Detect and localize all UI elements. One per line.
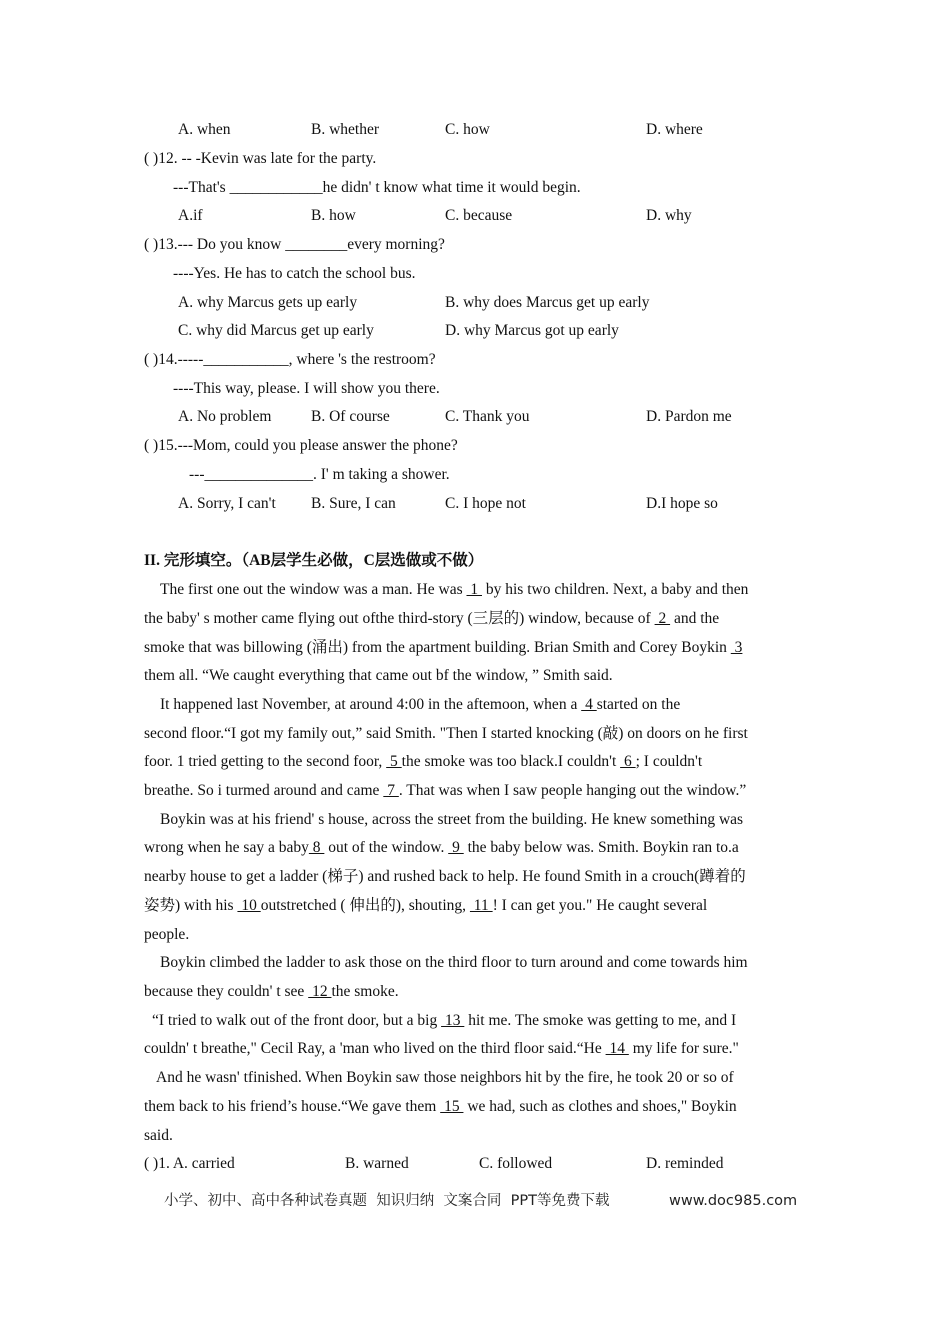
cloze-line: And he wasn' tfinished. When Boykin saw those neighbors hit by the fire, he took 20 or so of: [156, 1069, 734, 1086]
q15-answer-line: ---______________. I' m taking a shower.: [189, 466, 450, 483]
cloze-line: them back to his friend’s house.“We gave them 15 we had, such as clothes and shoes," Boykin: [144, 1098, 737, 1115]
q15-option-b: B. Sure, I can: [311, 495, 396, 512]
blank-10: 10: [237, 897, 261, 914]
q12-answer-line: ---That's ____________he didn' t know what time it would begin.: [173, 179, 581, 196]
c1-stem: ( )1. A. carried: [144, 1155, 235, 1172]
q12-option-d: D. why: [646, 207, 692, 224]
q15-stem: ( )15.---Mom, could you please answer the phone?: [144, 437, 458, 454]
cloze-line: wrong when he say a baby 8 out of the window. 9 the baby below was. Smith. Boykin ran to.a: [144, 839, 739, 856]
q14-stem: ( )14.-----___________, where 's the restroom?: [144, 351, 436, 368]
cloze-line: the baby' s mother came flying out ofthe third-story (三层的) window, because of 2 and the: [144, 610, 720, 627]
cloze-line: Boykin climbed the ladder to ask those on the third floor to turn around and come towards him: [160, 954, 748, 971]
footer-url[interactable]: www.doc985.com: [669, 1193, 798, 1209]
blank-2: 2: [654, 610, 671, 627]
q11-option-c: C. how: [445, 121, 490, 138]
q12-stem: ( )12. -- -Kevin was late for the party.: [144, 150, 377, 167]
blank-4: 4: [581, 696, 597, 713]
q12-option-a: A.if: [178, 207, 203, 224]
cloze-line: Boykin was at his friend' s house, across the street from the building. He knew something was: [160, 811, 744, 828]
blank-3: 3: [730, 639, 743, 656]
cloze-line: breathe. So i turmed around and came 7 . That was when I saw people hanging out the window.”: [144, 782, 747, 799]
cloze-line: 姿势) with his 10 outstretched ( 伸出的), shouting, 11 ! I can get you." He caught several: [144, 897, 708, 914]
cloze-line: because they couldn' t see 12 the smoke.: [144, 983, 399, 1000]
cloze-line: The first one out the window was a man. He was 1 by his two children. Next, a baby and then: [160, 581, 749, 598]
q13-stem: ( )13.--- Do you know ________every morning?: [144, 236, 445, 253]
blank-1: 1: [466, 581, 482, 598]
blank-13: 13: [441, 1012, 465, 1029]
blank-15: 15: [440, 1098, 464, 1115]
q14-option-a: A. No problem: [178, 408, 272, 425]
blank-14: 14: [605, 1040, 629, 1057]
q11-option-b: B. whether: [311, 121, 380, 138]
cloze-line: people.: [144, 926, 190, 943]
blank-8: 8: [308, 839, 325, 856]
q15-option-a: A. Sorry, I can't: [178, 495, 276, 512]
cloze-line: said.: [144, 1127, 173, 1144]
q14-option-b: B. Of course: [311, 408, 390, 425]
cloze-line: nearby house to get a ladder (梯子) and rushed back to help. He found Smith in a crouch(蹲着的: [144, 868, 746, 885]
cloze-line: foor. 1 tried getting to the second foor, 5 the smoke was too black.I couldn't 6 ; I couldn't: [144, 753, 703, 770]
blank-9: 9: [448, 839, 464, 856]
cloze-line: smoke that was billowing (涌出) from the apartment building. Brian Smith and Corey Boykin 3: [144, 639, 743, 656]
q13-option-a: A. why Marcus gets up early: [178, 294, 358, 311]
q13-option-d: D. why Marcus got up early: [445, 322, 619, 339]
q14-option-c: C. Thank you: [445, 408, 530, 425]
section-heading: II. 完形填空。（AB层学生必做，C层选做或不做）: [144, 552, 484, 569]
cloze-line: “I tried to walk out of the front door, but a big 13 hit me. The smoke was getting to me, and I: [152, 1012, 737, 1029]
q15-option-d: D.I hope so: [646, 495, 718, 512]
q12-option-b: B. how: [311, 207, 356, 224]
footer-text: 小学、初中、高中各种试卷真题 知识归纳 文案合同 PPT等免费下载: [164, 1193, 610, 1209]
q15-option-c: C. I hope not: [445, 495, 526, 512]
cloze-line: couldn' t breathe," Cecil Ray, a 'man who lived on the third floor said.“He 14 my life for sure.": [144, 1040, 739, 1057]
blank-7: 7: [383, 782, 399, 799]
q12-option-c: C. because: [445, 207, 513, 224]
c1-option-c: C. followed: [479, 1155, 553, 1172]
blank-12: 12: [308, 983, 332, 1000]
c1-option-b: B. warned: [345, 1155, 409, 1172]
q13-option-b: B. why does Marcus get up early: [445, 294, 650, 311]
c1-option-d: D. reminded: [646, 1155, 724, 1172]
q13-answer-line: ----Yes. He has to catch the school bus.: [173, 265, 416, 282]
cloze-line: It happened last November, at around 4:00 in the aftemoon, when a 4 started on the: [160, 696, 681, 713]
q14-option-d: D. Pardon me: [646, 408, 732, 425]
q11-option-d: D. where: [646, 121, 703, 138]
q13-option-c: C. why did Marcus get up early: [178, 322, 374, 339]
q14-answer-line: ----This way, please. I will show you there.: [173, 380, 440, 397]
blank-11: 11: [469, 897, 493, 914]
blank-6: 6: [620, 753, 636, 770]
cloze-line: second floor.“I got my family out,” said Smith. "Then I started knocking (敲) on doors on he first: [144, 725, 748, 742]
blank-5: 5: [386, 753, 402, 770]
q11-option-a: A. when: [178, 121, 231, 138]
cloze-line: them all. “We caught everything that came out bf the window, ” Smith said.: [144, 667, 613, 684]
